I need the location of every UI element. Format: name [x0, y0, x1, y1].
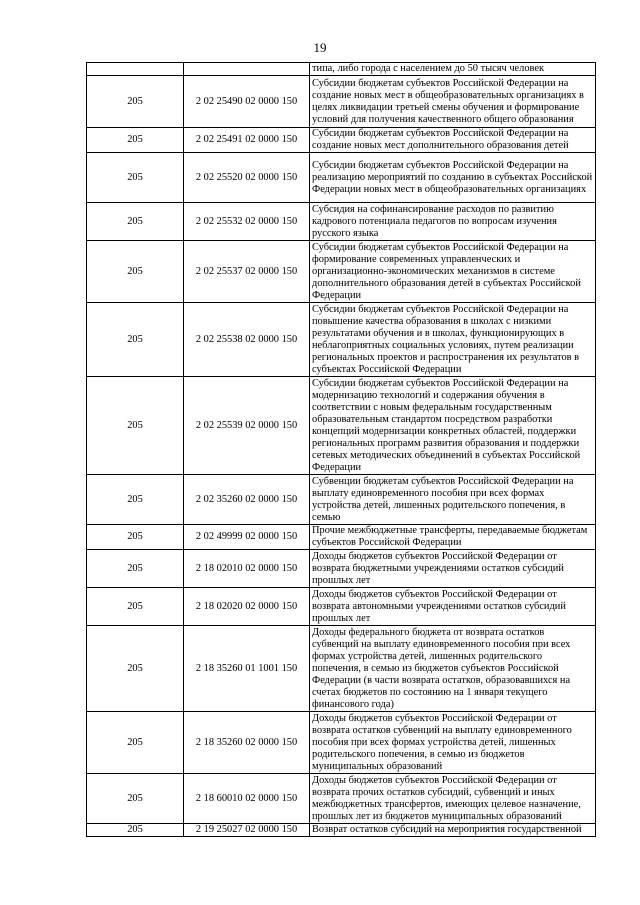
admin-code-cell: 205 — [87, 128, 184, 153]
admin-code-cell: 205 — [87, 588, 184, 626]
admin-code-cell: 205 — [87, 824, 184, 837]
table-row — [87, 377, 596, 475]
budget-code-cell: 2 02 25538 02 0000 150 — [184, 303, 310, 377]
budget-code-cell: 2 02 25532 02 0000 150 — [184, 203, 310, 241]
budget-code-cell: 2 18 35260 01 1001 150 — [184, 626, 310, 712]
budget-code-cell: 2 18 60010 02 0000 150 — [184, 774, 310, 824]
income-name-cell: типа, либо города с населением до 50 тысяч человек — [310, 63, 596, 76]
table-row — [87, 76, 596, 128]
table-row — [87, 241, 596, 303]
admin-code-cell: 205 — [87, 475, 184, 525]
admin-code-cell: 205 — [87, 774, 184, 824]
income-name-cell: Возврат остатков субсидий на мероприятия государственной — [310, 824, 596, 837]
budget-code-cell: 2 02 25537 02 0000 150 — [184, 241, 310, 303]
admin-code-cell: 205 — [87, 241, 184, 303]
admin-code-cell: 205 — [87, 626, 184, 712]
admin-code-cell: 205 — [87, 153, 184, 203]
table-row — [87, 712, 596, 774]
budget-code-cell: 2 18 35260 02 0000 150 — [184, 712, 310, 774]
income-name-cell: Субсидии бюджетам субъектов Российской Федерации на реализацию мероприятий по созданию в субъектах Российской Федерации новых мест в общеобразовательных организациях — [310, 153, 596, 203]
income-name-cell: Субсидии бюджетам субъектов Российской Федерации на создание новых мест дополнительного образования детей — [310, 128, 596, 153]
income-name-cell: Субсидия на софинансирование расходов по развитию кадрового потенциала педагогов по вопросам изучения русского языка — [310, 203, 596, 241]
table-row — [87, 626, 596, 712]
admin-code-cell: 205 — [87, 712, 184, 774]
income-name-cell: Субсидии бюджетам субъектов Российской Федерации на модернизацию технологий и содержания обучения в соответствии с новым федеральным государственным образовательным стандартом посредством разработки концепций модернизации конкретных областей, поддержки региональных программ развития образования и поддержки сетевых методических объединений в субъектах Российской Федерации — [310, 377, 596, 475]
page-number: 19 — [313, 40, 327, 55]
budget-code-cell: 2 02 25539 02 0000 150 — [184, 377, 310, 475]
income-name-cell: Субсидии бюджетам субъектов Российской Федерации на формирование современных управленческих и организационно-экономических механизмов в системе дополнительного образования детей в субъектах Российской Федерации — [310, 241, 596, 303]
table-row — [87, 774, 596, 824]
admin-code-cell: 205 — [87, 203, 184, 241]
budget-code-cell: 2 18 02010 02 0000 150 — [184, 550, 310, 588]
admin-code-cell: 205 — [87, 377, 184, 475]
table-row — [87, 525, 596, 550]
budget-code-cell: 2 19 25027 02 0000 150 — [184, 824, 310, 837]
income-name-cell: Доходы бюджетов субъектов Российской Федерации от возврата бюджетными учреждениями остатков субсидий прошлых лет — [310, 550, 596, 588]
income-name-cell: Субсидии бюджетам субъектов Российской Федерации на повышение качества образования в школах с низкими результатами обучения и в школах, функционирующих в неблагоприятных социальных условиях, путем реализации региональных проектов и распространения их результатов в субъектах Российской Федерации — [310, 303, 596, 377]
income-name-cell: Доходы бюджетов субъектов Российской Федерации от возврата прочих остатков субсидий, субвенций и иных межбюджетных трансфертов, имеющих целевое назначение, прошлых лет из бюджетов муниципальных образований — [310, 774, 596, 824]
table-row — [87, 588, 596, 626]
income-name-cell: Доходы бюджетов субъектов Российской Федерации от возврата остатков субвенций на выплату единовременного пособия при всех формах устройства детей, лишенных родительского попечения, в семью из бюджетов муниципальных образований — [310, 712, 596, 774]
admin-code-cell: 205 — [87, 76, 184, 128]
table-row — [87, 824, 596, 837]
budget-code-cell: 2 02 25520 02 0000 150 — [184, 153, 310, 203]
table-body — [87, 63, 596, 837]
admin-code-cell: 205 — [87, 550, 184, 588]
table-row — [87, 303, 596, 377]
revenue-codes-table — [86, 62, 596, 837]
income-name-cell: Субсидии бюджетам субъектов Российской Федерации на создание новых мест в общеобразовательных организациях в целях ликвидации третьей смены обучения и формирование условий для получения качественного общего образования — [310, 76, 596, 128]
table-row — [87, 128, 596, 153]
income-name-cell: Доходы бюджетов субъектов Российской Федерации от возврата автономными учреждениями остатков субсидий прошлых лет — [310, 588, 596, 626]
table-row — [87, 203, 596, 241]
income-name-cell: Доходы федерального бюджета от возврата остатков субвенций на выплату единовременного пособия при всех формах устройства детей, лишенных родительского попечения, в семью из бюджетов субъектов Российской Федерации (в части возврата остатков, образовавшихся на счетах бюджетов по состоянию на 1 января текущего финансового года) — [310, 626, 596, 712]
income-name-cell: Субвенции бюджетам субъектов Российской Федерации на выплату единовременного пособия при всех формах устройства детей, лишенных родительского попечения, в семью — [310, 475, 596, 525]
income-name-cell: Прочие межбюджетные трансферты, передаваемые бюджетам субъектов Российской Федерации — [310, 525, 596, 550]
admin-code-cell: 205 — [87, 303, 184, 377]
admin-code-cell — [87, 63, 184, 76]
budget-code-cell — [184, 63, 310, 76]
admin-code-cell: 205 — [87, 525, 184, 550]
budget-code-cell: 2 02 49999 02 0000 150 — [184, 525, 310, 550]
table-row — [87, 550, 596, 588]
budget-code-cell: 2 18 02020 02 0000 150 — [184, 588, 310, 626]
table-row — [87, 153, 596, 203]
budget-code-cell: 2 02 25491 02 0000 150 — [184, 128, 310, 153]
budget-code-cell: 2 02 35260 02 0000 150 — [184, 475, 310, 525]
budget-code-cell: 2 02 25490 02 0000 150 — [184, 76, 310, 128]
table-row — [87, 63, 596, 76]
table-row — [87, 475, 596, 525]
